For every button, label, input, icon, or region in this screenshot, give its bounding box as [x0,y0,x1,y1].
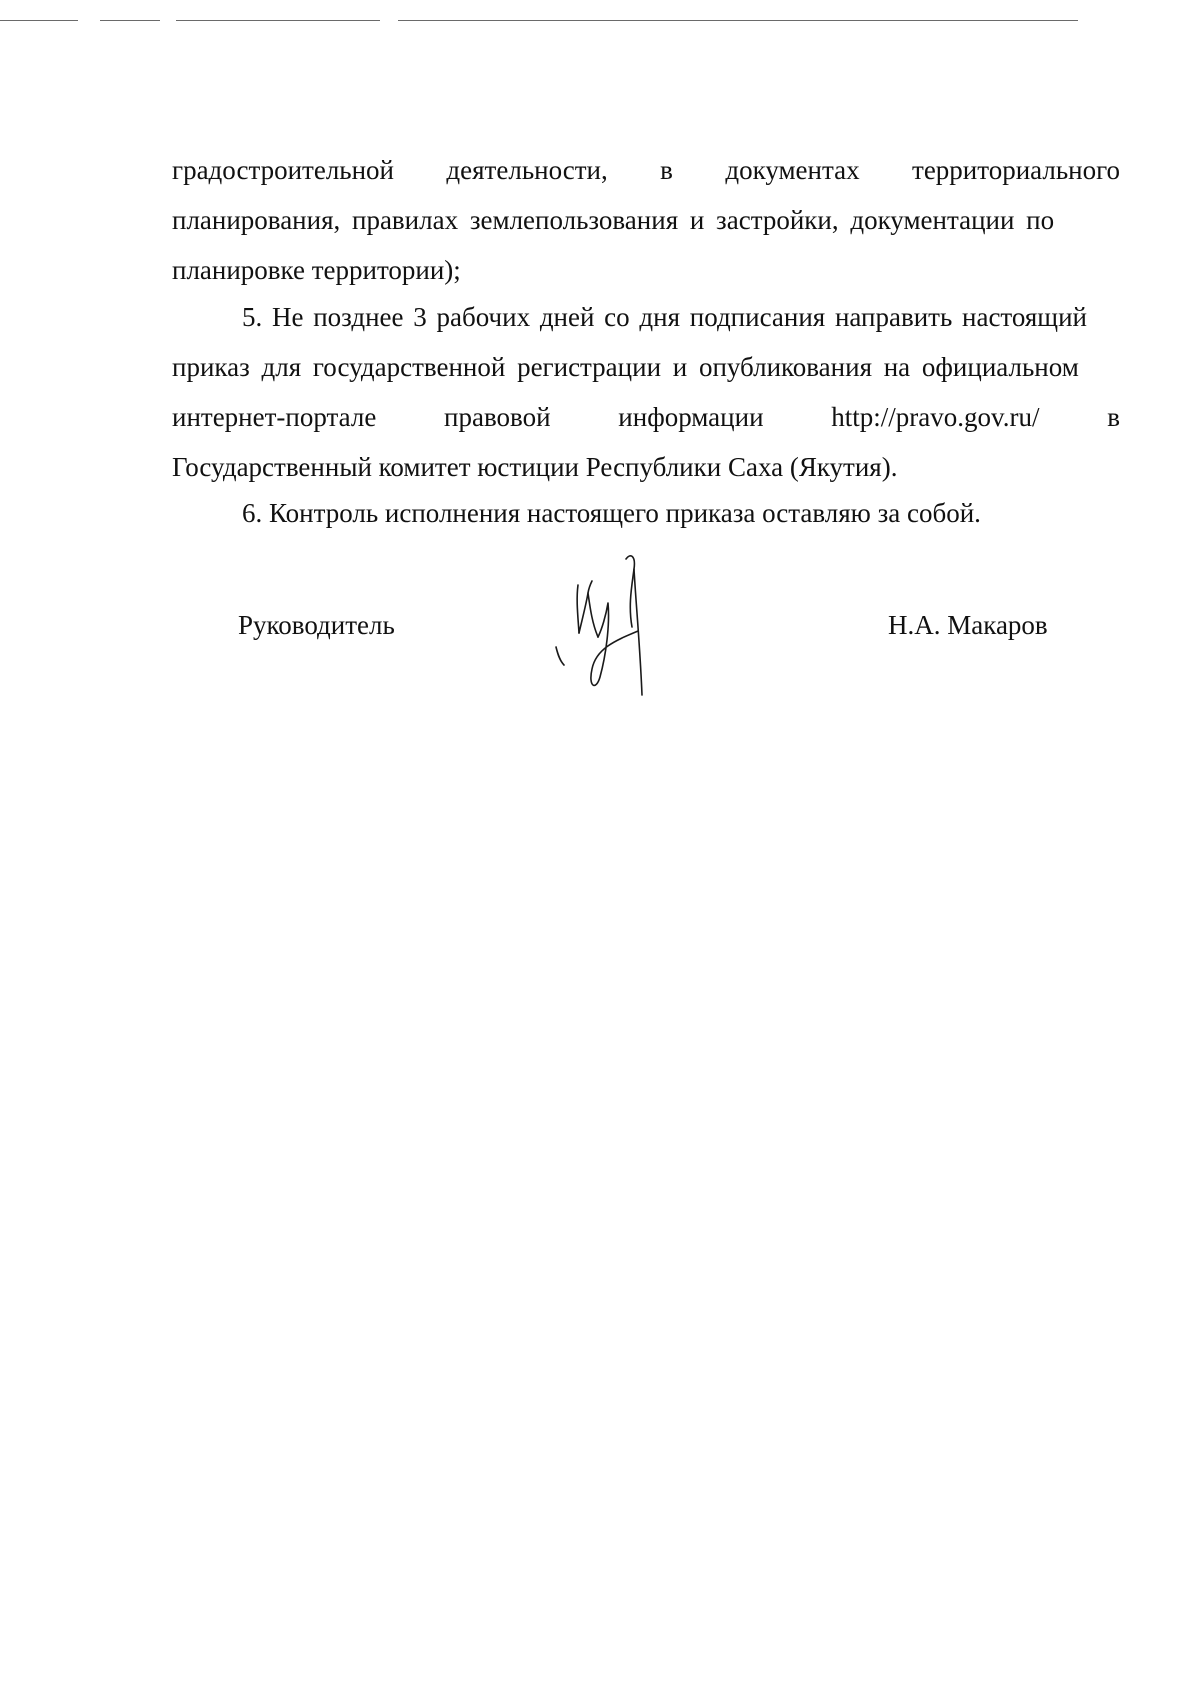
text-line [172,145,1120,195]
word: градостроительной [172,155,394,185]
scan-line [398,20,1078,21]
url-text: http://pravo.gov.ru/ [831,402,1040,432]
word: территориального [912,155,1120,185]
word: информации [618,402,764,432]
scan-header-lines [0,20,1200,24]
scan-line [176,20,380,21]
word: правовой [444,402,551,432]
text-line: 5. Не позднее 3 рабочих дней со дня подписания направить настоящий [242,302,1087,332]
signer-title: Руководитель [238,610,395,640]
handwritten-signature [548,545,678,705]
text-line [172,392,1120,442]
item-5-paragraph [172,292,1120,492]
item-6-paragraph [172,488,1120,538]
text-line: Государственный комитет юстиции Республики Саха (Якутия). [172,452,898,482]
scan-line [0,20,78,21]
signer-name: Н.А. Макаров [888,610,1048,640]
signature-block [0,600,1200,720]
text-line: приказ для государственной регистрации и опубликования на официальном [172,352,1079,382]
word: в [660,155,673,185]
word: документах [725,155,860,185]
text-line: планировке территории); [172,255,461,285]
text-line: планирования, правилах землепользования и застройки, документации по [172,205,1055,235]
word: деятельности, [446,155,608,185]
scan-line [100,20,160,21]
word: в [1107,402,1120,432]
paragraph-continuation [172,145,1120,295]
text-line: 6. Контроль исполнения настоящего приказа оставляю за собой. [242,498,981,528]
word: интернет-портале [172,402,377,432]
